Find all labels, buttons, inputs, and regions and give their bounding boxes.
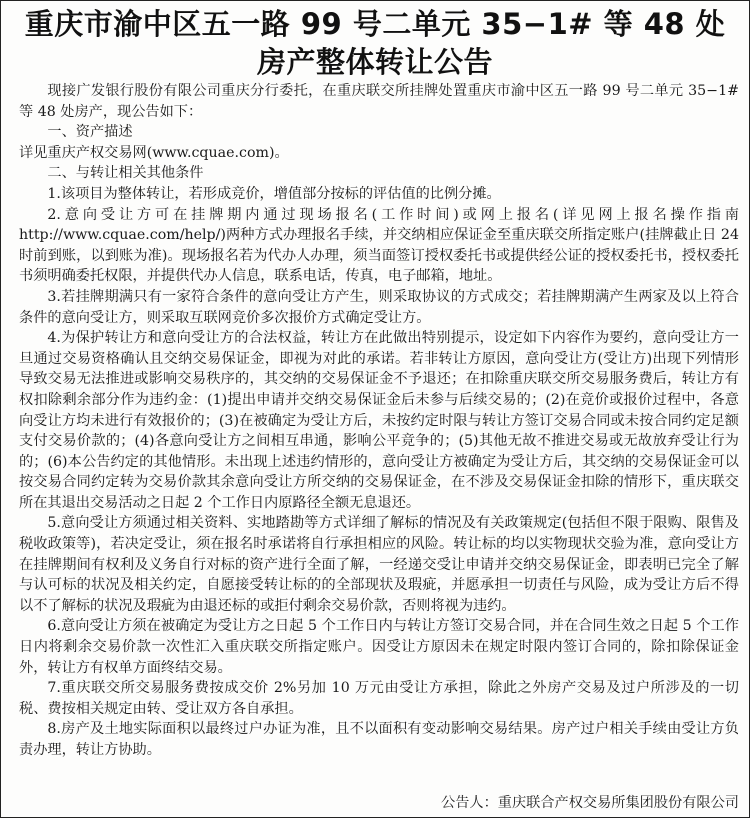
- asset-description-text: 详见重庆产权交易网(www.cquae.com)。: [19, 144, 289, 161]
- announcement-title: [1, 1, 749, 81]
- condition-item: 4.为保护转让方和意向受让方的合法权益，转让方在此做出特别提示，设定如下内容作为要约，意向受让方一旦通过交易资格确认且交纳交易保证金，即视为对此的承诺。若非转让方原因，意向受让方(受让方)出现下列情形导致交易无法推进或影响交易秩序的，其交纳的交易保证金不予退还；在扣除重庆联交所交易服务费后，转让方有权扣除剩余部分作为违约金：(1)提出申请并交纳交易保证金后未参与后续交易的；(2)在竞价或报价过程中，各意向受让方均未进行有效报价的；(3)在被确定为受让方后，未按约定时限与转让方签订交易合同或未按合同约定足额支付交易价款的；(4)各意向受让方之间相互串通，影响公平竞争的；(5)其他无故不推进交易或无故放弃受让行为的；(6)本公告约定的其他情形。未出现上述违约情形的，意向受让方被确定为受让方后，其交纳的交易保证金可以按交易合同约定转为交易价款其余意向受让方所交纳的交易保证金，在不涉及交易保证金扣除的情形下，重庆联交所在其退出交易活动之日起 2 个工作日内原路径全额无息退还。: [19, 330, 739, 511]
- announcer-signature: 公告人：重庆联合产权交易所集团股份有限公司: [441, 795, 739, 811]
- intro-paragraph: 现接广发银行股份有限公司重庆分行委托，在重庆联交所挂牌处置重庆市渝中区五一路 99 号二单元 35−1# 等 48 处房产，现公告如下：: [19, 83, 739, 120]
- condition-item: 7.重庆联交所交易服务费按成交价 2%另加 10 万元由受让方承担，除此之外房产交易及过户所涉及的一切税、费按相关规定由转、受让双方各自承担。: [19, 680, 739, 717]
- condition-item: 3.若挂牌期满只有一家符合条件的意向受让方产生，则采取协议的方式成交；若挂牌期满产生两家及以上符合条件的意向受让方，则采取互联网竞价多次报价方式确定受让方。: [19, 288, 739, 326]
- condition-item: 5.意向受让方须通过相关资料、实地踏勘等方式详细了解标的情况及有关政策规定(包括但不限于限购、限售及税收政策等)，若决定受让，须在报名时承诺将自行承担相应的风险。转让标的均以实物现状交验为准，意向受让方在挂牌期间有权利及义务自行对标的资产进行全面了解，一经递交受让申请并交纳交易保证金，即表明已完全了解与认可标的状况及相关约定，自愿接受转让标的的全部现状及瑕疵，并愿承担一切责任与风险，成为受让方后不得以不了解标的状况及瑕疵为由退还标的或拒付剩余交易价款，否则将视为违约。: [19, 515, 739, 614]
- condition-item: 6.意向受让方须在被确定为受让方之日起 5 个工作日内与转让方签订交易合同，并在合同生效之日起 5 个工作日内将剩余交易价款一次性汇入重庆联交所指定账户。因受让方原因未在规定时限内签订合同的，除扣除保证金外，转让方有权单方面终结交易。: [19, 618, 739, 676]
- title-line-1: 重庆市渝中区五一路 99 号二单元 35−1# 等 48 处: [24, 7, 726, 41]
- title-line-2: 房产整体转让公告: [256, 45, 493, 79]
- section-heading-transfer-conditions: 二、与转让相关其他条件: [47, 165, 204, 182]
- condition-item: 1.该项目为整体转让，若形成竞价，增值部分按标的评估值的比例分摊。: [47, 185, 501, 202]
- announcement-body: [19, 81, 739, 761]
- condition-item: 8.房产及土地实际面积以最终过户办证为准，且不以面积有变动影响交易结果。房产过户相关手续由受让方负责办理，转让方协助。: [19, 721, 739, 758]
- section-heading-asset-description: 一、资产描述: [47, 124, 133, 141]
- condition-item: 2.意向受让方可在挂牌期内通过现场报名(工作时间)或网上报名(详见网上报名操作指南 http://www.cquae.com/help/)两种方式办理报名手续，并交纳相应保证金至重庆联交所指定账户(挂牌截止日 24 时前到账，以到账为准)。现场报名若为代办人办理，须当面签订授权委托书或提供经公证的授权委托书，授权委托书须明确委托权限，并提供代办人信息，联系电话，传真，电子邮箱，地址。: [19, 206, 739, 285]
